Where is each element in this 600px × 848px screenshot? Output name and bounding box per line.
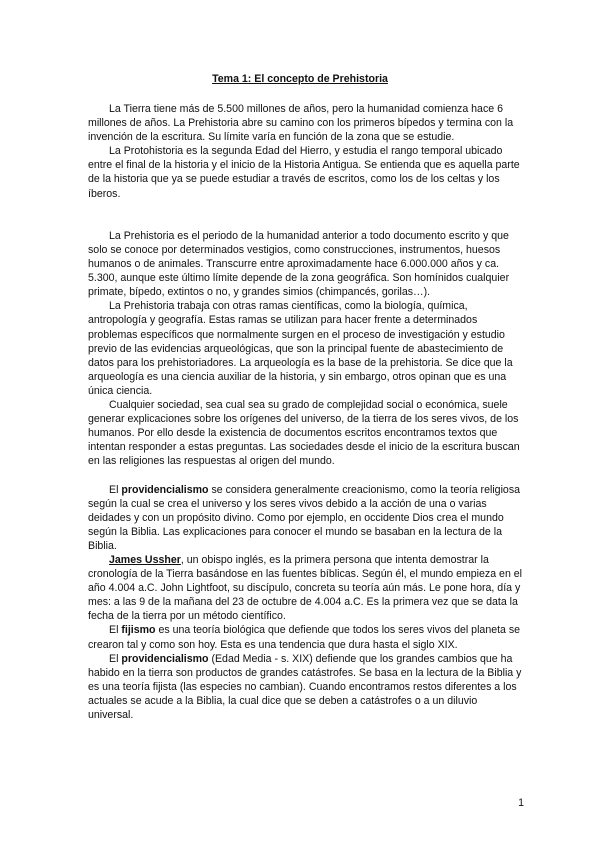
paragraph-5: Cualquier sociedad, sea cual sea su grado de complejidad social o económica, suele generar explicaciones sobre los orígenes del universo, de la tierra de los seres vivos, de los humanos. Por ello desde la existencia de documentos escritos encontramos textos que intentan responder a estas preguntas. Las sociedades desde el inicio de la escritura buscan en las religiones las respuestas al origen del mundo.	[88, 398, 520, 468]
document-title: Tema 1: El concepto de Prehistoria	[212, 73, 388, 85]
paragraph-9-lead: El	[109, 652, 122, 665]
paragraph-6-lead: El	[109, 483, 122, 496]
term-fijismo: fijismo	[121, 624, 156, 637]
paragraph-8	[88, 623, 524, 651]
paragraph-8-rest: es una teoría biológica que defiende que todos los seres vivos del planeta se crearon tal y como son hoy. Esta es una tendencia que dura hasta el siglo XIX.	[88, 624, 521, 651]
paragraph-1: La Tierra tiene más de 5.500 millones de años, pero la humanidad comienza hace 6 millones de años. La Prehistoria abre su camino con los primeros bípedos y termina con la invención de la escritura. Su límite varía en función de la zona que se estudie.	[88, 103, 514, 144]
paragraph-9-rest: (Edad Media - s. XIX) defiende que los grandes cambios que ha habido en la tierra son productos de grandes catástrofes. Se basa en la lectura de la Biblia y es una teoría fijista (las especies no cambian). Cuando encontramos restos diferentes a los actuales se acude a la Biblia, la cual dice que se deben a catástrofes o a un diluvio universal.	[88, 652, 522, 722]
paragraph-8-lead: El	[109, 624, 122, 637]
paragraph-3: La Prehistoria es el periodo de la humanidad anterior a todo documento escrito y que solo se conoce por determinados vestigios, como construcciones, instrumentos, huesos humanos o de animales. Transcurre entre aproximadamente hace 6.000.000 años y ca. 5.300, aunque este último límite depende de la zona geográfica. Son homínidos cualquier primate, bípedo, extintos o no, y grandes simios (chimpancés, gorilas…).	[88, 229, 510, 299]
paragraph-gap	[88, 468, 524, 482]
paragraph-4: La Prehistoria trabaja con otras ramas científicas, como la biología, química, antropología y geografía. Estas ramas se utilizan para hacer frente a determinados problemas específicos que normalmente surgen en el proceso de investigación y estudio previo de las evidencias arqueológicas, que son la principal fuente de abastecimiento de datos para los prehistoriadores. La arqueología es la base de la prehistoria. Se dice que la arqueología es una ciencia auxiliar de la historia, y sin embargo, otros opinan que es una única ciencia.	[88, 300, 513, 397]
paragraph-9	[88, 652, 524, 722]
paragraph-2: La Protohistoria es la segunda Edad del Hierro, y estudia el rango temporal ubicado entre el final de la historia y el inicio de la Historia Antigua. Se entienda que es aquella parte de la historia que ya se puede estudiar a través de escritos, como los de los celtas y los íberos.	[88, 145, 520, 200]
term-providencialismo: providencialismo	[121, 483, 209, 496]
term-providencialismo-2: providencialismo	[121, 652, 209, 665]
paragraph-gap	[88, 201, 524, 215]
paragraph-7	[88, 553, 524, 623]
paragraph-gap	[88, 215, 524, 229]
paragraph-6-rest: se considera generalmente creacionismo, como la teoría religiosa según la cual se crea el universo y los seres vivos debido a la acción de una o varias deidades y con un propósito divino. Como por ejemplo, en occidente Dios crea el mundo según la Biblia. Las explicaciones para conocer el mundo se basaban en la lectura de la Biblia.	[88, 483, 521, 552]
paragraph-7-rest: , un obispo inglés, es la primera persona que intenta demostrar la cronología de la Tierra basándose en las fuentes bíblicas. Según él, el mundo empieza en el año 4.004 a.C. John Lightfoot, su discípulo, concreta su teoría aún más. Le pone hora, día y mes: a las 9 de la mañana del 23 de octubre de 4.004 a.C. Es la primera vez que se data la fecha de la tierra por un método científico.	[88, 554, 523, 623]
term-james-ussher: James Ussher	[109, 554, 181, 566]
paragraph-6	[88, 483, 524, 553]
page-number: 1	[518, 797, 524, 809]
document-body	[88, 102, 524, 722]
